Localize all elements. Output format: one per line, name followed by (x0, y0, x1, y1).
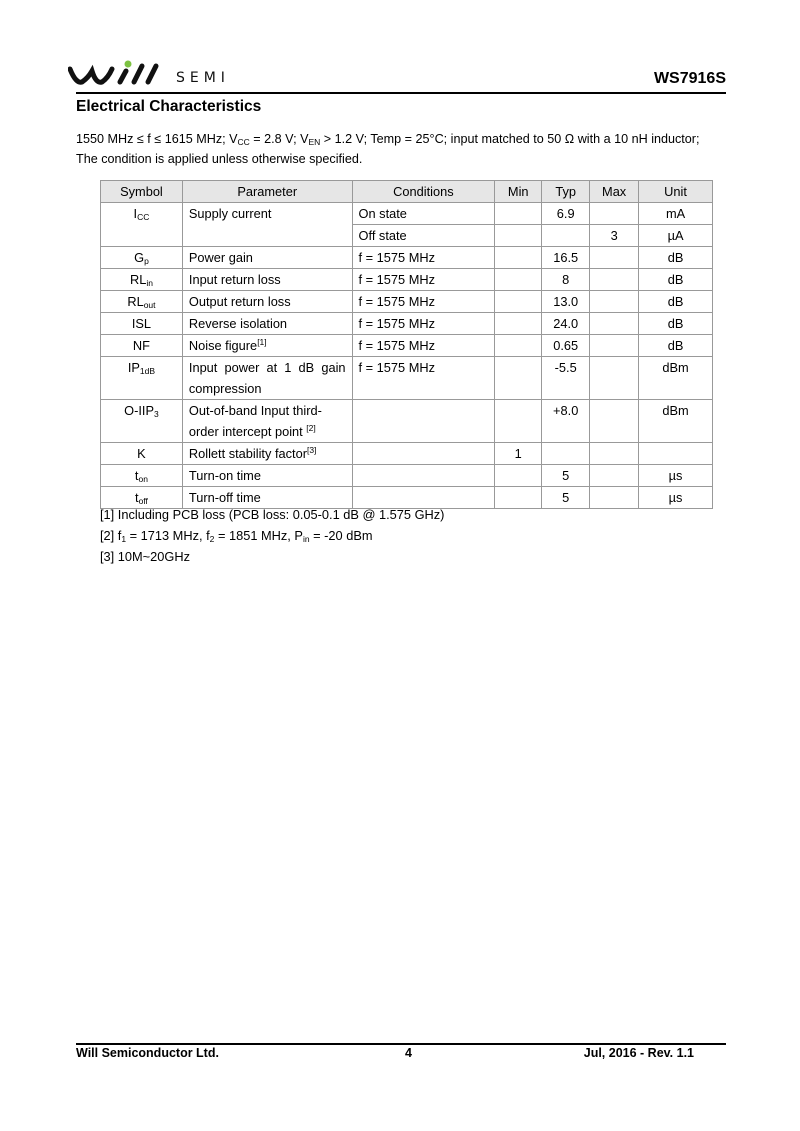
unit-cell: dB (639, 269, 713, 291)
col-header-min: Min (495, 181, 542, 203)
table-row (101, 291, 713, 313)
page-footer (76, 1046, 694, 1064)
parameter-cell: Out-of-band Input third-order intercept point [2] (182, 400, 352, 443)
min-cell (495, 247, 542, 269)
parameter-cell: Power gain (182, 247, 352, 269)
table-row (101, 247, 713, 269)
parameter-cell: Turn-off time (182, 487, 352, 509)
will-logo-icon (68, 60, 168, 90)
max-cell (590, 203, 639, 225)
col-header-unit: Unit (639, 181, 713, 203)
footnote-ref: [2] (306, 423, 316, 433)
page-number: 4 (405, 1046, 412, 1060)
max-cell (590, 313, 639, 335)
footnote-3: [3] 10M~20GHz (100, 549, 190, 564)
max-cell: 3 (590, 225, 639, 247)
parameter-cell: Output return loss (182, 291, 352, 313)
unit-cell: mA (639, 203, 713, 225)
typ-cell (542, 443, 590, 465)
unit-cell: dB (639, 313, 713, 335)
col-header-parameter: Parameter (182, 181, 352, 203)
unit-cell (639, 443, 713, 465)
col-header-conditions: Conditions (352, 181, 495, 203)
footnotes (100, 504, 444, 567)
typ-cell: -5.5 (542, 357, 590, 400)
max-cell (590, 335, 639, 357)
table-row (101, 400, 713, 443)
footnote-ref: [1] (257, 337, 267, 347)
min-cell (495, 291, 542, 313)
page-header (76, 58, 726, 94)
electrical-characteristics-table (100, 180, 713, 509)
brand-wordmark: SEMI (176, 70, 230, 86)
footer-revision: Jul, 2016 - Rev. 1.1 (583, 1046, 694, 1060)
conditions-line-1: 1550 MHz ≤ f ≤ 1615 MHz; $V_{CC} = 2.8$ V; $V_{EN} > 1.2$ V; Temp = 25°C; input matched to 50 Ω with a 10 nH inductor; (76, 132, 700, 147)
max-cell (590, 291, 639, 313)
conditions-cell (352, 465, 495, 487)
symbol-cell: $G_p$ (101, 247, 183, 269)
conditions-cell: On state (352, 203, 495, 225)
col-header-typ: Typ (542, 181, 590, 203)
test-conditions (76, 129, 731, 169)
parameter-cell: Input return loss (182, 269, 352, 291)
unit-cell: dB (639, 247, 713, 269)
parameter-cell: Turn-on time (182, 465, 352, 487)
typ-cell: 8 (542, 269, 590, 291)
symbol-cell: $RL_{in}$ (101, 269, 183, 291)
typ-cell: 0.65 (542, 335, 590, 357)
conditions-cell (352, 443, 495, 465)
unit-cell: µA (639, 225, 713, 247)
max-cell (590, 400, 639, 443)
min-cell (495, 487, 542, 509)
max-cell (590, 443, 639, 465)
symbol-cell: $t_{on}$ (101, 465, 183, 487)
table-row (101, 443, 713, 465)
conditions-cell: f = 1575 MHz (352, 291, 495, 313)
symbol-cell: $I_{CC}$ (101, 203, 183, 247)
table-row (101, 357, 713, 400)
table-header-row (101, 181, 713, 203)
table-row (101, 313, 713, 335)
unit-cell: dBm (639, 400, 713, 443)
typ-cell: 24.0 (542, 313, 590, 335)
min-cell (495, 465, 542, 487)
symbol-cell: $RL_{out}$ (101, 291, 183, 313)
conditions-cell: Off state (352, 225, 495, 247)
conditions-cell: f = 1575 MHz (352, 269, 495, 291)
unit-cell: dB (639, 291, 713, 313)
typ-cell: 16.5 (542, 247, 590, 269)
typ-cell (542, 225, 590, 247)
footnote-ref: [3] (306, 445, 317, 455)
max-cell (590, 465, 639, 487)
unit-cell: dBm (639, 357, 713, 400)
parameter-cell: Input power at 1 dB gain compression (182, 357, 352, 400)
conditions-line-2: The condition is applied unless otherwise specified. (76, 152, 363, 166)
footnote-1: [1] Including PCB loss (PCB loss: 0.05-0.1 dB @ 1.575 GHz) (100, 507, 445, 522)
conditions-cell (352, 400, 495, 443)
conditions-cell: f = 1575 MHz (352, 247, 495, 269)
min-cell (495, 400, 542, 443)
symbol-cell: $t_{off}$ (101, 487, 183, 509)
col-header-symbol: Symbol (101, 181, 183, 203)
table-row (101, 203, 713, 225)
min-cell (495, 335, 542, 357)
symbol-cell: K (101, 443, 183, 465)
max-cell (590, 269, 639, 291)
footer-divider (76, 1043, 726, 1045)
conditions-cell: f = 1575 MHz (352, 357, 495, 400)
conditions-cell: f = 1575 MHz (352, 335, 495, 357)
typ-cell: +8.0 (542, 400, 590, 443)
symbol-cell: ISL (101, 313, 183, 335)
max-cell (590, 487, 639, 509)
min-cell (495, 225, 542, 247)
symbol-cell: NF (101, 335, 183, 357)
table-row (101, 269, 713, 291)
min-cell: 1 (495, 443, 542, 465)
unit-cell: dB (639, 335, 713, 357)
min-cell (495, 203, 542, 225)
typ-cell: 13.0 (542, 291, 590, 313)
typ-cell: 5 (542, 487, 590, 509)
max-cell (590, 357, 639, 400)
col-header-max: Max (590, 181, 639, 203)
min-cell (495, 269, 542, 291)
table-row (101, 335, 713, 357)
parameter-cell: Rollett stability factor[3] (182, 443, 352, 465)
footnote-2: [2] $f_1 = 1713$ MHz, $f_2 = 1851$ MHz, $P_{in} = -20$ dBm (100, 528, 373, 544)
min-cell (495, 357, 542, 400)
max-cell (590, 247, 639, 269)
table-row (101, 465, 713, 487)
symbol-cell: $O-IIP_3$ (101, 400, 183, 443)
section-title: Electrical Characteristics (76, 98, 262, 115)
min-cell (495, 313, 542, 335)
unit-cell: µs (639, 465, 713, 487)
part-number: WS7916S (653, 70, 726, 87)
parameter-cell: Noise figure[1] (182, 335, 352, 357)
typ-cell: 5 (542, 465, 590, 487)
parameter-cell: Supply current (182, 203, 352, 247)
symbol-cell: $IP_{1dB}$ (101, 357, 183, 400)
footer-company: Will Semiconductor Ltd. (76, 1046, 219, 1060)
typ-cell: 6.9 (542, 203, 590, 225)
parameter-cell: Reverse isolation (182, 313, 352, 335)
conditions-cell: f = 1575 MHz (352, 313, 495, 335)
unit-cell: µs (639, 487, 713, 509)
header-divider (76, 92, 726, 94)
